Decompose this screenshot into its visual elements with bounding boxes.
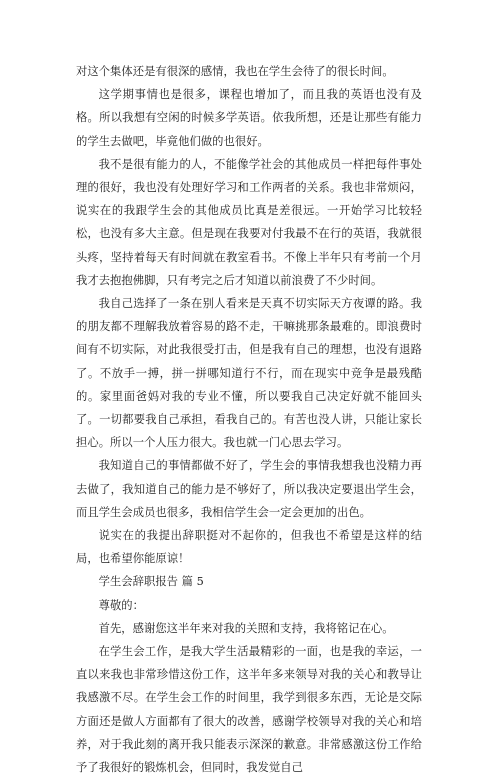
- paragraph-1: 对这个集体还是有很深的感情，我也在学生会待了的很长时间。: [76, 65, 394, 78]
- section-paragraph-1: 首先，感谢您这半年来对我的关照和支持，我将铭记在心。: [98, 621, 394, 635]
- paragraph-6: 说实在的我提出辞职挺对不起你的，但我也不希望是这样的结局，也希望你能原谅！: [76, 529, 422, 566]
- section-title: 学生会辞职报告 篇 5: [98, 575, 204, 589]
- salutation: 尊敬的：: [98, 598, 144, 612]
- section-paragraph-2: 在学生会工作，是我大学生活最精彩的一面，也是我的幸运，一直以来我也非常珍惜这份工作，这半年多来领导对我的关心和教导让我感激不尽。在学生会工作的时间里，我学到很多东西，无论是交际方面还是做人方面都有了很大的改善，感谢学校领导对我的关心和培养，对于我此刻的离开我只能表示深深的歉意。非常感激这份工作给予了我很好的锻炼机会，但同时，我发觉自己: [76, 645, 422, 775]
- paragraph-4: 我自己选择了一条在别人看来是天真不切实际天方夜谭的路。我的朋友都不理解我放着容易的路不走，干嘛挑那条最难的。即浪费时间有不切实际，对此我很受打击，但是我有自己的理想，也没有退路了。不放手一搏，拼一拼哪知道行不行，而在现实中竞争是最残酷的。家里面爸妈对我的专业不懂，所以要我自己决定好就不能回头了。一切都要我自己承担，看我自己的。有苦也没人讲，只能让家长担心。所以一个人压力很大。我也就一门心思去学习。: [76, 297, 422, 450]
- paragraph-3: 我不是很有能力的人，不能像学社会的其他成员一样把每件事处理的很好，我也没有处理好学习和工作两者的关系。我也非常烦闷，说实在的我跟学生会的其他成员比真是差很远。一开始学习比较轻松，也没有多大主意。但是现在我要对付我最不在行的英语，我就很头疼，坚持着每天有时间就在教室看书。不像上半年只有考前一个月我才去抱抱佛脚，只有考完之后才知道以前浪费了不少时间。: [76, 157, 422, 287]
- document-body: [76, 60, 422, 779]
- paragraph-2: 这学期事情也是很多，课程也增加了，而且我的英语也没有及格。所以我想有空闲的时候多学英语。依我所想，还是让那些有能力的学生去做吧，毕竟他们做的也很好。: [76, 88, 422, 148]
- paragraph-5: 我知道自己的事情都做不好了，学生会的事情我想我也没精力再去做了，我知道自己的能力是不够好了，所以我决定要退出学生会，而且学生会成员也很多，我相信学生会一定会更加的出色。: [76, 459, 422, 519]
